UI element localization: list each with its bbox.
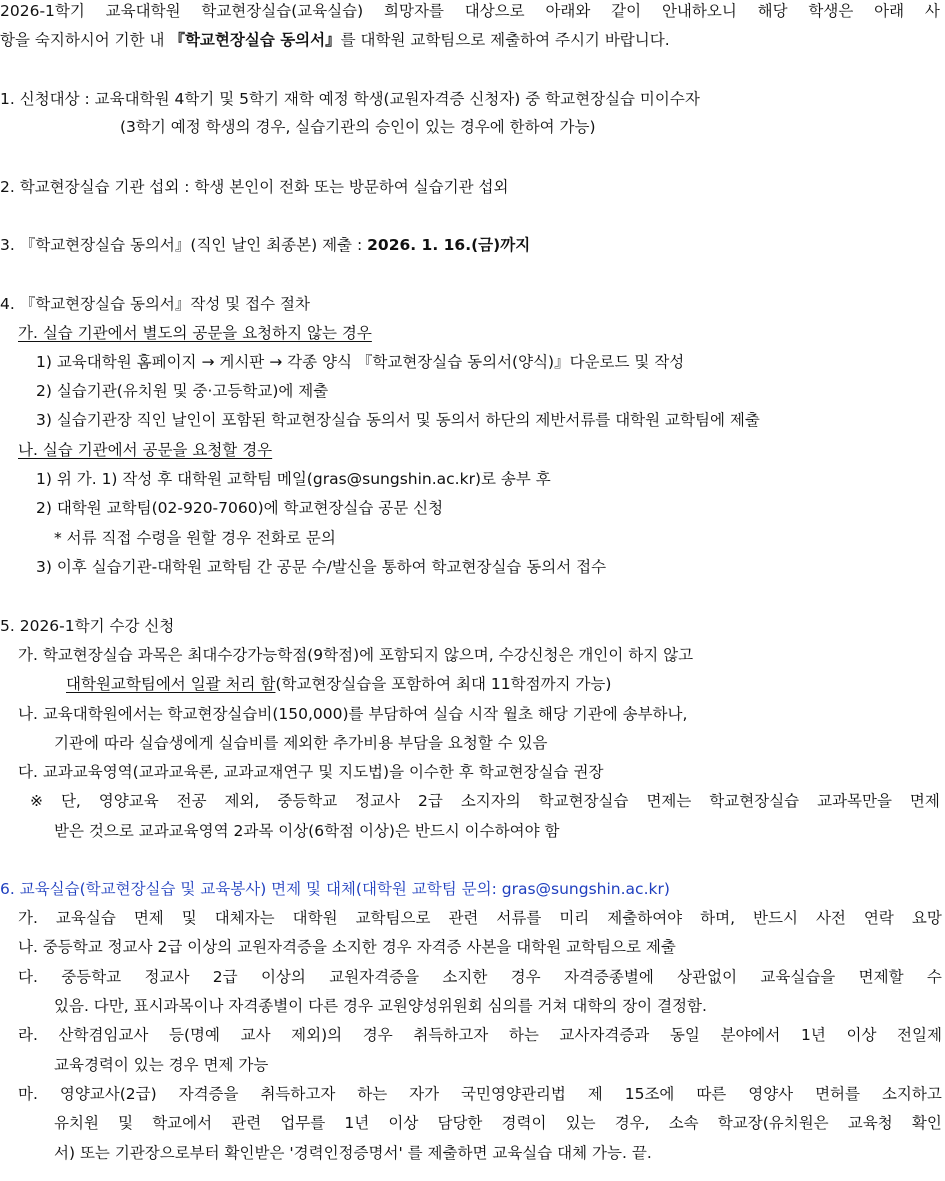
consent-form-title: 『학교현장실습 동의서』 xyxy=(169,31,341,49)
word: 영양사 xyxy=(748,1085,794,1103)
section-4-b-step-3: 3) 이후 실습기관-대학원 교학팀 간 공문 수/발신을 통하여 학교현장실습 동의서 접수 xyxy=(36,558,607,576)
section-4-a-step-2: 2) 실습기관(유치원 및 중·고등학교)에 제출 xyxy=(36,382,329,400)
word: 마. xyxy=(18,1085,38,1103)
section-4-b-step-2: 2) 대학원 교학팀(02-920-7060)에 학교현장실습 공문 신청 xyxy=(36,499,444,517)
word: 자격증을 xyxy=(178,1085,239,1103)
word: 희망자를 xyxy=(384,2,444,20)
section-5-a-line-2 xyxy=(66,673,611,695)
section-4-title: 4. 『학교현장실습 동의서』작성 및 접수 절차 xyxy=(0,295,310,313)
word: 면제할 xyxy=(858,968,904,986)
word: 경우 xyxy=(362,1026,393,1044)
word: 국민영양관리법 xyxy=(461,1085,566,1103)
section-6-c-line-1 xyxy=(18,966,942,988)
section-6-d-line-2: 교육경력이 있는 경우 면제 가능 xyxy=(54,1056,269,1074)
word: 따른 xyxy=(696,1085,727,1103)
word: 가. xyxy=(18,909,38,927)
word: 담당한 xyxy=(437,1114,483,1132)
word: 안내하오니 xyxy=(661,2,737,20)
word: 관련 xyxy=(448,909,479,927)
word: 교육대학원 xyxy=(105,2,181,20)
word: 제 xyxy=(587,1085,603,1103)
word: 자가 xyxy=(409,1085,440,1103)
word: 제외)의 xyxy=(291,1026,343,1044)
word: 취득하고자 xyxy=(413,1026,489,1044)
section-1-note: (3학기 예정 학생의 경우, 실습기관의 승인이 있는 경우에 한하여 가능) xyxy=(120,118,596,136)
word: 아래 xyxy=(874,2,905,20)
deadline-label: 3. 『학교현장실습 동의서』(직인 날인 최종본) 제출 : xyxy=(0,236,368,254)
word: 1년 xyxy=(344,1114,370,1132)
word: 산학겸임교사 xyxy=(58,1026,149,1044)
word: 사 xyxy=(924,2,940,20)
section-5-b-line-2: 기관에 따라 실습생에게 실습비를 제외한 추가비용 부담을 요청할 수 있음 xyxy=(54,734,548,752)
word: 대학원 xyxy=(292,909,338,927)
word: 교사 xyxy=(240,1026,271,1044)
section-5-a-line-1: 가. 학교현장실습 과목은 최대수강가능학점(9학점)에 포함되지 않으며, 수강신청은 개인이 하지 않고 xyxy=(18,646,694,664)
word: 소지자의 xyxy=(460,792,521,810)
word: 영양교사(2급) xyxy=(59,1085,157,1103)
word: 이상의 xyxy=(260,968,306,986)
word: 제외, xyxy=(224,792,260,810)
word: 면허를 xyxy=(815,1085,860,1103)
section-6-e-line-1 xyxy=(18,1083,942,1105)
word: 경우, xyxy=(614,1114,650,1132)
word: 영양교육 xyxy=(98,792,159,810)
word: 취득하고자 xyxy=(260,1085,336,1103)
word: 반드시 xyxy=(753,909,798,927)
word: 교육청 xyxy=(847,1114,893,1132)
section-6-e-line-2 xyxy=(54,1112,942,1134)
word: 제출하여야 xyxy=(607,909,683,927)
word: 단, xyxy=(60,792,81,810)
word: 분야에서 xyxy=(720,1026,781,1044)
section-1-eligibility: 1. 신청대상 : 교육대학원 4학기 및 5학기 재학 예정 학생(교원자격증 신청자) 중 학교현장실습 미이수자 xyxy=(0,90,700,108)
word: 학교현장실습 xyxy=(709,792,800,810)
credit-limit-note: (학교현장실습을 포함하여 최대 11학점까지 가능) xyxy=(275,675,612,693)
word: 학생은 xyxy=(808,2,854,20)
word: 아래와 xyxy=(545,2,591,20)
word: 및 xyxy=(181,909,197,927)
word: 유치원 xyxy=(54,1114,99,1132)
section-4-b-note: * 서류 직접 수령을 원할 경우 전화로 문의 xyxy=(54,529,336,547)
section-6-b-line-1: 나. 중등학교 정교사 2급 이상의 교원자격증을 소지한 경우 자격증 사본을 대학원 교학팀으로 제출 xyxy=(18,938,676,956)
word: 서류를 xyxy=(496,909,542,927)
word: 중등학교 xyxy=(277,792,338,810)
section-6-title: 6. 교육실습(학교현장실습 및 교육봉사) 면제 및 대체(대학원 교학팀 문의: gras@sungshin.ac.kr) xyxy=(0,880,670,898)
word: 경우 xyxy=(510,968,541,986)
word: 면제 xyxy=(909,792,940,810)
word: 중등학교 xyxy=(61,968,122,986)
word: 교육실습을 xyxy=(760,968,836,986)
word: 전일제 xyxy=(897,1026,942,1044)
word: 교학팀으로 xyxy=(355,909,431,927)
section-5-b-line-1: 나. 교육대학원에서는 학교현장실습비(150,000)를 부담하여 실습 시작 월초 해당 기관에 송부하나, xyxy=(18,705,688,723)
section-5-c-line-1: 다. 교과교육영역(교과교육론, 교과교재연구 및 지도법)을 이수한 후 학교현장실습 권장 xyxy=(18,763,604,781)
section-6-e-line-3: 서) 또는 기관장으로부터 확인받은 '경력인정증명서' 를 제출하면 교육실습 대체 가능. 끝. xyxy=(54,1144,652,1162)
word: 학교현장실습 xyxy=(538,792,629,810)
word: 2급 xyxy=(418,792,443,810)
batch-processing-note: 대학원교학팀에서 일괄 처리 함 xyxy=(66,675,276,693)
word: 대상으로 xyxy=(464,2,525,20)
word: 2026-1학기 xyxy=(0,2,85,20)
word: 소지한 xyxy=(442,968,488,986)
section-4-a-step-3: 3) 실습기관장 직인 날인이 포함된 학교현장실습 동의서 및 동의서 하단의 제반서류를 대학원 교학팀에 제출 xyxy=(36,411,760,429)
intro-line-2 xyxy=(0,29,670,51)
word: 학교현장실습(교육실습) xyxy=(201,2,364,20)
word: 등(명예 xyxy=(169,1026,220,1044)
word: 소지하고 xyxy=(881,1085,942,1103)
word: 해당 xyxy=(757,2,788,20)
word: 같이 xyxy=(611,2,642,20)
word: 15조에 xyxy=(624,1085,675,1103)
section-5-title: 5. 2026-1학기 수강 신청 xyxy=(0,617,175,635)
section-4-b-title xyxy=(18,439,272,461)
word: 전공 xyxy=(176,792,207,810)
word: 면제 xyxy=(133,909,164,927)
word: 교육실습 xyxy=(55,909,116,927)
word: 하는 xyxy=(357,1085,388,1103)
word: 연락 xyxy=(863,909,894,927)
word: ※ xyxy=(30,792,43,810)
section-4-b-heading: 나. 실습 기관에서 공문을 요청할 경우 xyxy=(18,441,273,459)
word: 업무를 xyxy=(280,1114,326,1132)
word: 학교장(유치원은 xyxy=(717,1114,829,1132)
section-2-institution: 2. 학교현장실습 기관 섭외 : 학생 본인이 전화 또는 방문하여 실습기관 섭외 xyxy=(0,178,509,196)
word: 하는 xyxy=(508,1026,539,1044)
word: 1년 xyxy=(801,1026,826,1044)
section-4-a-title xyxy=(18,322,372,344)
word: 상관없이 xyxy=(677,968,738,986)
word: 학교에서 xyxy=(152,1114,213,1132)
section-5-note-line-2: 받은 것으로 교과교육영역 2과목 이상(6학점 이상)은 반드시 이수하여야 함 xyxy=(54,822,560,840)
section-6-c-line-2: 있음. 다만, 표시과목이나 자격종별이 다른 경우 교원양성위원회 심의를 거쳐 대학의 장이 결정함. xyxy=(54,997,707,1015)
word: 소속 xyxy=(668,1114,699,1132)
word: 요망 xyxy=(911,909,942,927)
section-3-deadline xyxy=(0,234,530,256)
word: 교사자격증과 xyxy=(559,1026,650,1044)
word: 라. xyxy=(18,1026,38,1044)
section-4-b-step-1: 1) 위 가. 1) 작성 후 대학원 교학팀 메일(gras@sungshin.ac.kr)로 송부 후 xyxy=(36,470,551,488)
deadline-date: 2026. 1. 16.(금)까지 xyxy=(367,236,531,254)
word: 정교사 xyxy=(144,968,190,986)
word: 경력이 xyxy=(501,1114,547,1132)
section-6-a-line-1 xyxy=(18,907,942,929)
word: 정교사 xyxy=(355,792,401,810)
word: 이상 xyxy=(388,1114,419,1132)
word: 하며, xyxy=(700,909,736,927)
word: 및 xyxy=(118,1114,134,1132)
intro-line-1 xyxy=(0,0,940,22)
word: 교과목만을 xyxy=(817,792,892,810)
intro-text-end: 를 대학원 교학팀으로 제출하여 주시기 바랍니다. xyxy=(340,31,670,49)
word: 2급 xyxy=(212,968,238,986)
word: 미리 xyxy=(559,909,590,927)
word: 관련 xyxy=(231,1114,262,1132)
word: 이상 xyxy=(846,1026,877,1044)
word: 다. xyxy=(18,968,38,986)
word: 확인 xyxy=(911,1114,942,1132)
word: 있는 xyxy=(565,1114,596,1132)
word: 자격증종별에 xyxy=(563,968,654,986)
word: 동일 xyxy=(669,1026,700,1044)
word: 교원자격증을 xyxy=(329,968,420,986)
intro-text: 항을 숙지하시어 기한 내 xyxy=(0,31,170,49)
word: 대체자는 xyxy=(214,909,275,927)
section-6-d-line-1 xyxy=(18,1024,942,1046)
section-4-a-heading: 가. 실습 기관에서 별도의 공문을 요청하지 않는 경우 xyxy=(18,324,372,342)
section-5-note-line-1 xyxy=(30,790,940,812)
word: 사전 xyxy=(815,909,846,927)
section-4-a-step-1: 1) 교육대학원 홈페이지 → 게시판 → 각종 양식 『학교현장실습 동의서(양식)』다운로드 및 작성 xyxy=(36,353,685,371)
word: 수 xyxy=(926,968,942,986)
word: 면제는 xyxy=(646,792,692,810)
